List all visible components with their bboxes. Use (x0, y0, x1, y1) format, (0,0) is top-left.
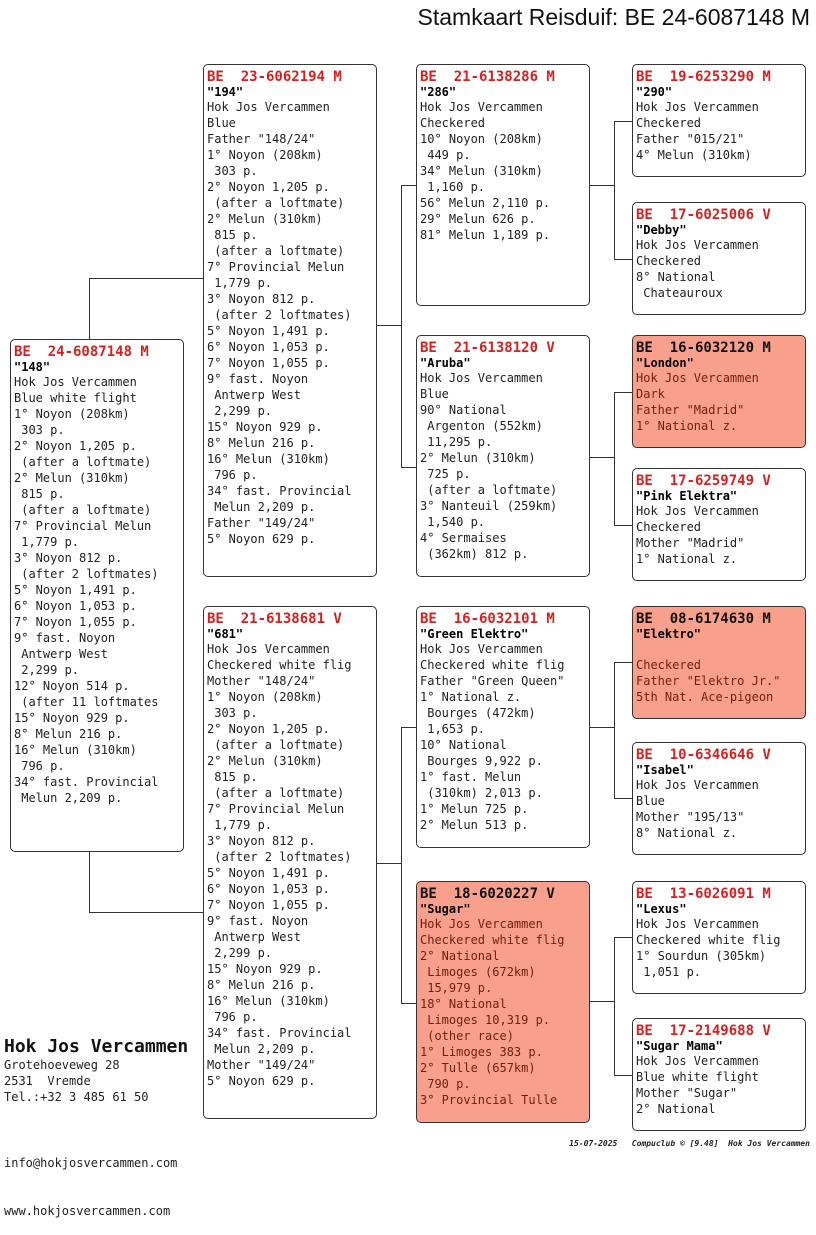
detail-line: 8° Melun 216 p. (207, 978, 316, 992)
detail-line: 1° National z. (636, 419, 738, 433)
detail-line: Checkered white flig (420, 658, 565, 672)
pigeon-name: "Pink Elektra" (636, 489, 738, 503)
detail-line: (after 2 loftmates) (14, 567, 159, 581)
detail-line: (362km) 812 p. (420, 547, 529, 561)
detail-line: 34° Melun (310km) (420, 164, 543, 178)
detail-line: 8° National z. (636, 826, 738, 840)
connector-line (590, 185, 614, 186)
detail-line: Mother "195/13" (636, 810, 745, 824)
connector-line (377, 325, 401, 326)
detail-line: Hok Jos Vercammen (636, 504, 759, 518)
detail-line: Melun 2,209 p. (207, 1042, 316, 1056)
detail-line: 8° Melun 216 p. (207, 436, 316, 450)
detail-line: 1,160 p. (420, 180, 486, 194)
pigeon-card-fmm (632, 468, 806, 581)
detail-line: 6° Noyon 1,053 p. (207, 882, 330, 896)
detail-line: Checkered (636, 520, 702, 534)
detail-line: Hok Jos Vercammen (636, 238, 759, 252)
page-title: Stamkaart Reisduif: BE 24-6087148 M (417, 4, 810, 30)
detail-line: (other race) (420, 1029, 514, 1043)
pigeon-name: "148" (14, 360, 51, 374)
ring-number: BE 16-6032101 M (420, 611, 555, 627)
detail-line: 34° fast. Provincial (207, 1026, 352, 1040)
pigeon-name: "286" (420, 85, 457, 99)
pigeon-card-mf (416, 606, 590, 848)
detail-line: Hok Jos Vercammen (636, 371, 759, 385)
detail-line: Antwerp West (14, 647, 108, 661)
pigeon-card-mff (632, 606, 806, 719)
detail-line: 2° Melun 513 p. (420, 818, 529, 832)
detail-line: 3° Noyon 812 p. (207, 834, 316, 848)
pigeon-card-fmf (632, 335, 806, 448)
detail-line: 2° Noyon 1,205 p. (207, 722, 330, 736)
pigeon-details (420, 641, 589, 833)
detail-line: 8° National (636, 270, 716, 284)
pigeon-details (420, 99, 589, 243)
detail-line: (after a loftmate) (207, 244, 345, 258)
detail-line: 9° fast. Noyon (14, 631, 116, 645)
ring-number: BE 23-6062194 M (207, 69, 342, 85)
detail-line: 11,295 p. (420, 435, 493, 449)
pigeon-card-father (203, 64, 377, 577)
detail-line: 1° fast. Melun (420, 770, 522, 784)
detail-line: Mother "Madrid" (636, 536, 745, 550)
detail-line: Chateauroux (636, 286, 723, 300)
detail-line: 15° Noyon 929 p. (207, 962, 323, 976)
pigeon-card-mmm (632, 1018, 806, 1131)
pigeon-card-mfm (632, 742, 806, 855)
detail-line: 5° Noyon 629 p. (207, 532, 316, 546)
connector-line (614, 937, 632, 938)
ring-number: BE 16-6032120 M (636, 340, 771, 356)
detail-line: 1° Noyon (208km) (14, 407, 130, 421)
connector-line (401, 467, 416, 468)
detail-line: 1,051 p. (636, 965, 702, 979)
detail-line: (after a loftmate) (14, 455, 152, 469)
detail-line: Argenton (552km) (420, 419, 543, 433)
detail-line: 1° Noyon (208km) (207, 690, 323, 704)
detail-line: 796 p. (14, 759, 65, 773)
detail-line: 16° Melun (310km) (14, 743, 137, 757)
contact-block (4, 1123, 177, 1235)
connector-line (590, 727, 614, 728)
detail-line: 18° National (420, 997, 507, 1011)
detail-line: 725 p. (420, 467, 471, 481)
detail-line: 790 p. (420, 1077, 471, 1091)
detail-line: Hok Jos Vercammen (636, 917, 759, 931)
detail-line: 15,979 p. (420, 981, 493, 995)
detail-line: (after a loftmate) (207, 786, 345, 800)
detail-line: Mother "149/24" (207, 1058, 316, 1072)
detail-line: Father "148/24" (207, 132, 316, 146)
detail-line: 2,299 p. (207, 404, 273, 418)
detail-line: 8° Melun 216 p. (14, 727, 123, 741)
connector-line (614, 392, 632, 393)
detail-line: 81° Melun 1,189 p. (420, 228, 551, 242)
owner-block (4, 1036, 188, 1105)
pigeon-details (207, 99, 376, 547)
detail-line: 1° Limoges 383 p. (420, 1045, 543, 1059)
detail-line: 90° National (420, 403, 507, 417)
pigeon-details (420, 370, 589, 562)
detail-line: 7° Noyon 1,055 p. (207, 898, 330, 912)
connector-line (401, 727, 416, 728)
detail-line: Checkered (636, 254, 702, 268)
detail-line: 5° Noyon 629 p. (207, 1074, 316, 1088)
detail-line: 7° Noyon 1,055 p. (207, 356, 330, 370)
detail-line: 15° Noyon 929 p. (207, 420, 323, 434)
detail-line: Checkered white flig (636, 933, 781, 947)
detail-line: 303 p. (207, 164, 258, 178)
pigeon-card-mm (416, 881, 590, 1123)
detail-line: 796 p. (207, 1010, 258, 1024)
connector-line (614, 1075, 632, 1076)
connector-line (89, 912, 203, 913)
detail-line: 10° National (420, 738, 507, 752)
detail-line: Hok Jos Vercammen (207, 100, 330, 114)
pigeon-details (420, 916, 589, 1108)
connector-line (614, 259, 632, 260)
detail-line: Father "149/24" (207, 516, 316, 530)
connector-line (89, 278, 203, 279)
pigeon-card-ffm (632, 202, 806, 315)
pigeon-card-mother (203, 606, 377, 1119)
pigeon-name: "Sugar" (420, 902, 471, 916)
pigeon-details (636, 777, 805, 841)
connector-line (614, 662, 632, 663)
detail-line: 5° Noyon 1,491 p. (207, 866, 330, 880)
connector-line (614, 121, 615, 259)
detail-line: 2° National (420, 949, 500, 963)
detail-line: Limoges 10,319 p. (420, 1013, 551, 1027)
ring-number: BE 21-6138286 M (420, 69, 555, 85)
ring-number: BE 08-6174630 M (636, 611, 771, 627)
detail-line: 7° Noyon 1,055 p. (14, 615, 137, 629)
detail-line: Father "Madrid" (636, 403, 745, 417)
detail-line: 2° Melun (310km) (207, 212, 323, 226)
connector-line (614, 937, 615, 1075)
pigeon-details (207, 641, 376, 1089)
ring-number: BE 17-6259749 V (636, 473, 771, 489)
detail-line: (after a loftmate) (420, 483, 558, 497)
owner-tel: Tel.:+32 3 485 61 50 (4, 1090, 149, 1104)
detail-line: (310km) 2,013 p. (420, 786, 543, 800)
detail-line: 16° Melun (310km) (207, 452, 330, 466)
detail-line: 6° Noyon 1,053 p. (207, 340, 330, 354)
detail-line: Hok Jos Vercammen (420, 917, 543, 931)
pigeon-name: "Isabel" (636, 763, 694, 777)
pigeon-name: "194" (207, 85, 244, 99)
ring-number: BE 24-6087148 M (14, 344, 149, 360)
connector-line (590, 1001, 614, 1002)
pigeon-details (636, 1053, 805, 1117)
owner-city: 2531 Vremde (4, 1074, 91, 1088)
detail-line: Blue (420, 387, 449, 401)
detail-line: Hok Jos Vercammen (420, 371, 543, 385)
connector-line (89, 278, 90, 340)
detail-line: 1,779 p. (207, 818, 273, 832)
detail-line: Hok Jos Vercammen (636, 1054, 759, 1068)
pigeon-details (636, 916, 805, 980)
connector-line (614, 798, 632, 799)
detail-line: 10° Noyon (208km) (420, 132, 543, 146)
detail-line: (after a loftmate) (207, 196, 345, 210)
detail-line: (after a loftmate) (207, 738, 345, 752)
connector-line (614, 662, 615, 798)
detail-line: Blue white flight (14, 391, 137, 405)
detail-line: 2,299 p. (14, 663, 80, 677)
detail-line: 5° Noyon 1,491 p. (207, 324, 330, 338)
detail-line: Blue white flight (636, 1070, 759, 1084)
pigeon-name: "Lexus" (636, 902, 687, 916)
pigeon-details (636, 370, 805, 434)
detail-line: Checkered white flig (207, 658, 352, 672)
detail-line: 7° Provincial Melun (14, 519, 152, 533)
detail-line: 7° Provincial Melun (207, 802, 345, 816)
pigeon-name: "290" (636, 85, 673, 99)
detail-line: 3° Noyon 812 p. (207, 292, 316, 306)
detail-line: 3° Nanteuil (259km) (420, 499, 558, 513)
detail-line: Father "015/21" (636, 132, 745, 146)
connector-line (614, 392, 615, 525)
detail-line: Blue (636, 794, 665, 808)
detail-line: Checkered white flig (420, 933, 565, 947)
detail-line: 9° fast. Noyon (207, 914, 309, 928)
detail-line: 1,779 p. (207, 276, 273, 290)
pigeon-name: "Aruba" (420, 356, 471, 370)
detail-line: 9° fast. Noyon (207, 372, 309, 386)
detail-line: 4° Sermaises (420, 531, 507, 545)
pigeon-name: "Elektro" (636, 627, 702, 641)
detail-line: 1° National z. (636, 552, 738, 566)
detail-line: Hok Jos Vercammen (636, 778, 759, 792)
pigeon-name: "Debby" (636, 223, 687, 237)
detail-line: 815 p. (14, 487, 65, 501)
pigeon-name: "681" (207, 627, 244, 641)
detail-line: 3° Noyon 812 p. (14, 551, 123, 565)
detail-line: Father "Elektro Jr." (636, 674, 781, 688)
pigeon-details (636, 99, 805, 163)
detail-line: 7° Provincial Melun (207, 260, 345, 274)
detail-line: (after 2 loftmates) (207, 308, 352, 322)
detail-line: 34° fast. Provincial (14, 775, 159, 789)
detail-line: Mother "148/24" (207, 674, 316, 688)
email-link[interactable]: info@hokjosvercammen.com (4, 1156, 178, 1170)
detail-line: Checkered (420, 116, 486, 130)
connector-line (590, 457, 614, 458)
owner-street: Grotehoeveweg 28 (4, 1058, 120, 1072)
detail-line: (after 2 loftmates) (207, 850, 352, 864)
connector-line (401, 185, 416, 186)
ring-number: BE 13-6026091 M (636, 886, 771, 902)
pigeon-details (14, 374, 183, 806)
detail-line: 303 p. (207, 706, 258, 720)
detail-line: 1° Sourdun (305km) (636, 949, 767, 963)
detail-line: (after 11 loftmates (14, 695, 159, 709)
detail-line: 1° Melun 725 p. (420, 802, 529, 816)
website-link[interactable]: www.hokjosvercammen.com (4, 1204, 171, 1218)
detail-line: 56° Melun 2,110 p. (420, 196, 551, 210)
ring-number: BE 18-6020227 V (420, 886, 555, 902)
detail-line: Checkered (636, 658, 702, 672)
detail-line: Mother "Sugar" (636, 1086, 738, 1100)
connector-line (89, 852, 90, 912)
detail-line: 3° Provincial Tulle (420, 1093, 558, 1107)
connector-line (614, 525, 632, 526)
detail-line: 1° National z. (420, 690, 522, 704)
detail-line: Hok Jos Vercammen (420, 100, 543, 114)
detail-line: 1° Noyon (208km) (207, 148, 323, 162)
detail-line: Father "Green Queen" (420, 674, 565, 688)
pigeon-details (636, 503, 805, 567)
detail-line: 5° Noyon 1,491 p. (14, 583, 137, 597)
detail-line: Hok Jos Vercammen (14, 375, 137, 389)
pigeon-name: "London" (636, 356, 694, 370)
connector-line (377, 863, 401, 864)
detail-line: Bourges (472km) (420, 706, 536, 720)
detail-line: Limoges (672km) (420, 965, 536, 979)
detail-line: 29° Melun 626 p. (420, 212, 536, 226)
detail-line: 449 p. (420, 148, 471, 162)
owner-name: Hok Jos Vercammen (4, 1036, 189, 1057)
detail-line: 815 p. (207, 770, 258, 784)
pigeon-name: "Sugar Mama" (636, 1039, 723, 1053)
detail-line: Checkered (636, 116, 702, 130)
detail-line: 303 p. (14, 423, 65, 437)
detail-line: 1,653 p. (420, 722, 486, 736)
connector-line (614, 121, 632, 122)
ring-number: BE 21-6138681 V (207, 611, 342, 627)
detail-line: Dark (636, 387, 665, 401)
detail-line: 2° National (636, 1102, 716, 1116)
connector-line (401, 185, 402, 467)
detail-line: 15° Noyon 929 p. (14, 711, 130, 725)
ring-number: BE 19-6253290 M (636, 69, 771, 85)
pigeon-card-ff (416, 64, 590, 306)
detail-line: (after a loftmate) (14, 503, 152, 517)
detail-line: Melun 2,209 p. (207, 500, 316, 514)
detail-line: 2° Melun (310km) (207, 754, 323, 768)
detail-line: Hok Jos Vercammen (420, 642, 543, 656)
detail-line: 34° fast. Provincial (207, 484, 352, 498)
pigeon-details (636, 237, 805, 301)
detail-line: 12° Noyon 514 p. (14, 679, 130, 693)
detail-line: 5th Nat. Ace-pigeon (636, 690, 774, 704)
detail-line: Hok Jos Vercammen (207, 642, 330, 656)
detail-line (636, 641, 805, 657)
detail-line: 2,299 p. (207, 946, 273, 960)
detail-line: 2° Tulle (657km) (420, 1061, 536, 1075)
ring-number: BE 10-6346646 V (636, 747, 771, 763)
detail-line: Hok Jos Vercammen (636, 100, 759, 114)
detail-line: Melun 2,209 p. (14, 791, 123, 805)
pigeon-card-subject (10, 339, 184, 852)
pigeon-card-fm (416, 335, 590, 577)
detail-line: 6° Noyon 1,053 p. (14, 599, 137, 613)
ring-number: BE 17-6025006 V (636, 207, 771, 223)
detail-line: 2° Noyon 1,205 p. (207, 180, 330, 194)
detail-line: Blue (207, 116, 236, 130)
ring-number: BE 17-2149688 V (636, 1023, 771, 1039)
footer-credit: 15-07-2025 Compuclub © [9.48] Hok Jos Vercammen (569, 1139, 810, 1148)
detail-line: Bourges 9,922 p. (420, 754, 543, 768)
ring-number: BE 21-6138120 V (420, 340, 555, 356)
detail-line: 2° Noyon 1,205 p. (14, 439, 137, 453)
pigeon-name: "Green Elektro" (420, 627, 529, 641)
detail-line: 1,779 p. (14, 535, 80, 549)
pigeon-card-mmf (632, 881, 806, 994)
detail-line: 796 p. (207, 468, 258, 482)
detail-line: 16° Melun (310km) (207, 994, 330, 1008)
detail-line: 2° Melun (310km) (14, 471, 130, 485)
connector-line (401, 727, 402, 1003)
detail-line: 4° Melun (310km) (636, 148, 752, 162)
detail-line: Antwerp West (207, 930, 301, 944)
connector-line (401, 1003, 416, 1004)
detail-line: 2° Melun (310km) (420, 451, 536, 465)
detail-line: Antwerp West (207, 388, 301, 402)
detail-line: 815 p. (207, 228, 258, 242)
detail-line: 1,540 p. (420, 515, 486, 529)
pigeon-card-fff (632, 64, 806, 177)
pigeon-details (636, 641, 805, 705)
